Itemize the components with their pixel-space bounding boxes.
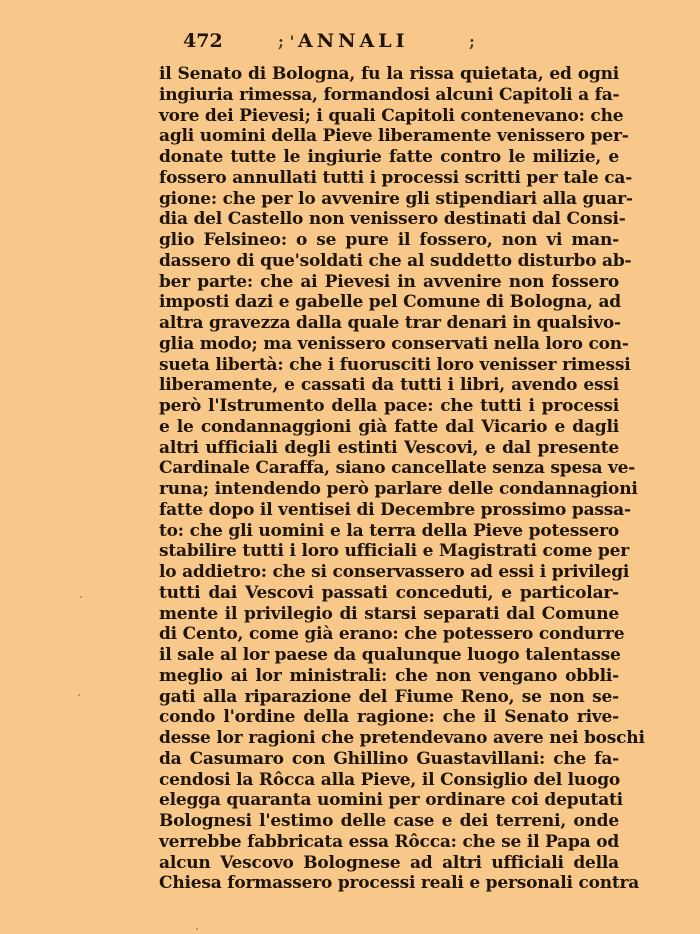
text-line: agli uomini della Pieve liberamente venissero per- [159, 126, 629, 147]
text-line: donate tutte le ingiurie fatte contro le milizie, e [159, 147, 619, 167]
text-line: alcun Vescovo Bolognese ad altri ufficiali della [159, 852, 619, 873]
text-line: da Casumaro con Ghillino Guastavillani: che fa- [159, 748, 619, 769]
text-line: il sale al lor paese da qualunque luogo talentasse [159, 645, 621, 665]
page-header [183, 26, 603, 56]
text-line: meglio ai lor ministrali: che non vengano obbli- [159, 665, 619, 686]
body-text [159, 64, 645, 894]
text-line: mente il privilegio di starsi separati dal Comune [159, 603, 619, 624]
text-line: fatte dopo il ventisei di Decembre prossimo passa- [159, 499, 631, 520]
text-line: desse lor ragioni che pretendevano avere nei boschi [159, 728, 645, 748]
text-line: runa; intendendo però parlare delle condannagioni [159, 479, 638, 499]
text-line: to: che gli uomini e la terra della Pieve potessero [159, 520, 619, 541]
text-line: ingiuria rimessa, formandosi alcuni Capitoli a fa- [159, 84, 620, 105]
text-line: dassero di que'soldati che al suddetto disturbo ab- [159, 250, 632, 271]
text-line: altri ufficiali degli estinti Vescovi, e dal presente [159, 437, 619, 458]
text-line: Chiesa formassero processi reali e personali contra [159, 873, 640, 894]
text-line: vore dei Pievesi; i quali Capitoli contenevano: che [159, 105, 624, 126]
running-title: ANNALI [298, 30, 409, 52]
text-line: glia modo; ma venissero conservati nella loro con- [159, 333, 629, 354]
text-line: tutti dai Vescovi passati conceduti, e particolar- [159, 582, 619, 603]
text-line: Bolognesi l'estimo delle case e dei terreni, onde [159, 811, 619, 831]
page-number: 472 [183, 30, 223, 52]
header-ornament-left: ; ' [278, 32, 295, 51]
text-line: ber parte: che ai Pievesi in avvenire non fossero [159, 271, 619, 292]
text-line: dia del Castello non venissero destinati dal Consi- [159, 209, 626, 230]
text-line: gati alla riparazione del Fiume Reno, se non se- [159, 686, 619, 707]
text-line: fossero annullati tutti i processi scritti per tale ca- [159, 167, 633, 188]
text-line: però l'Istrumento della pace: che tutti i processi [159, 396, 619, 416]
text-line: cendosi la Rôcca alla Pieve, il Consiglio del luogo [159, 769, 621, 790]
text-line: elegga quaranta uomini per ordinare coi deputati [159, 790, 623, 811]
text-line: glio Felsineo: o se pure il fossero, non vi man- [159, 230, 619, 250]
text-line: lo addietro: che si conservassero ad essi i privilegi [159, 562, 630, 582]
paper-speck [78, 694, 80, 696]
text-line: verrebbe fabbricata essa Rôcca: che se il Papa od [159, 831, 620, 852]
text-line: condo l'ordine della ragione: che il Senato rive- [159, 707, 619, 728]
text-line: liberamente, e cassati da tutti i libri, avendo essi [159, 375, 619, 396]
text-line: di Cento, come già erano: che potessero condurre [159, 624, 625, 645]
text-line: Cardinale Caraffa, siano cancellate senza spesa ve- [159, 458, 636, 479]
text-line: altra gravezza dalla quale trar denari in qualsivo- [159, 313, 621, 333]
paper-speck [80, 596, 82, 598]
text-line: imposti dazi e gabelle pel Comune di Bologna, ad [159, 292, 621, 313]
text-line: gione: che per lo avvenire gli stipendiari alla guar- [159, 188, 633, 209]
header-ornament-right: ; [469, 32, 475, 51]
text-line: il Senato di Bologna, fu la rissa quietata, ed ogni [159, 64, 619, 84]
paper-speck [196, 928, 198, 930]
text-line: sueta libertà: che i fuorusciti loro venisser rimessi [159, 354, 631, 375]
text-line: e le condannaggioni già fatte dal Vicario e dagli [159, 416, 619, 437]
text-line: stabilire tutti i loro ufficiali e Magistrati come per [159, 541, 629, 562]
